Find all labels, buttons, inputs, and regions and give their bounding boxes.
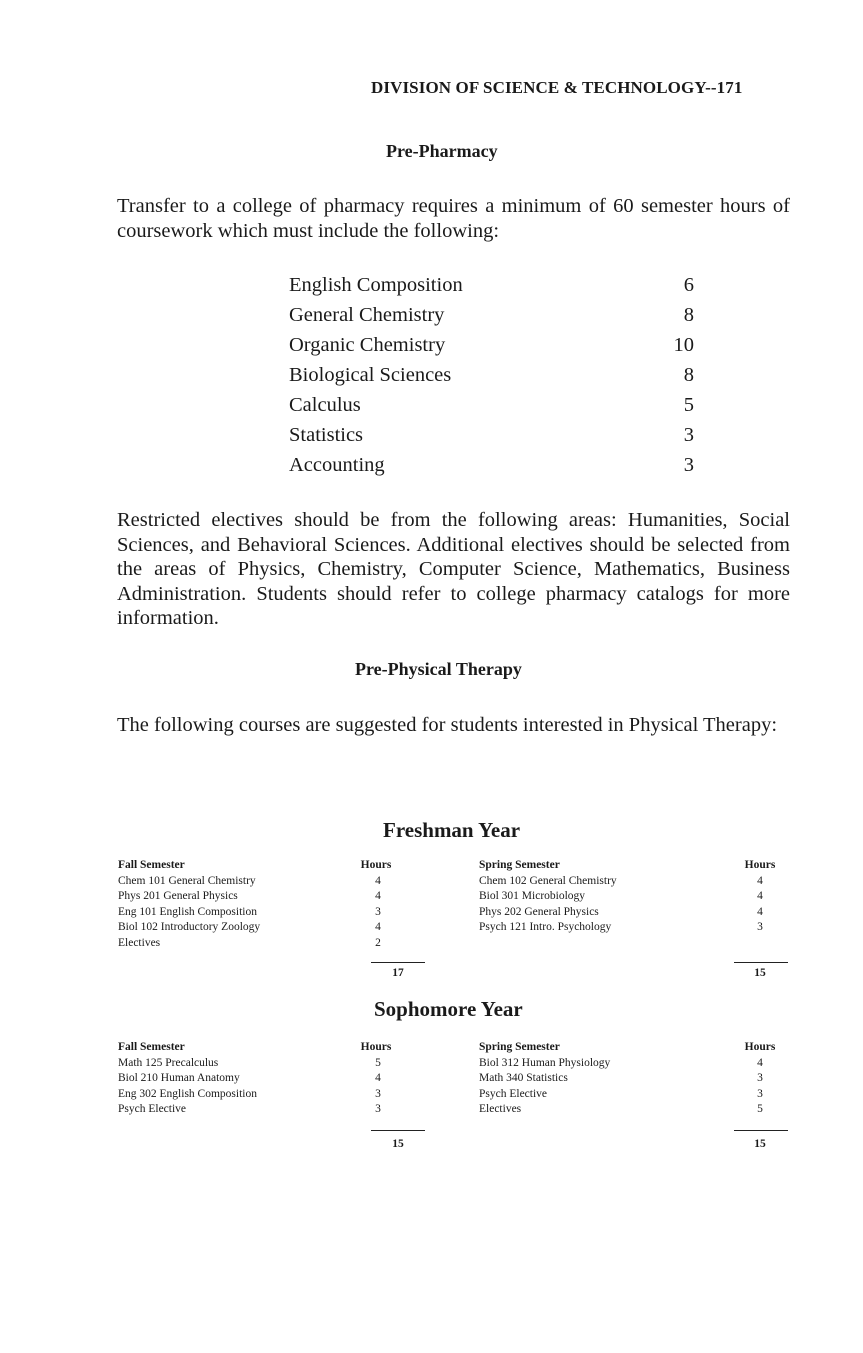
course-hours: 3 [375,905,381,918]
schedule-row [118,936,398,952]
course-hours: 4 [375,874,381,887]
schedule-header [118,858,398,874]
course-hours: 4 [757,890,763,902]
course-hours: 4 [757,874,763,887]
pharmacy-requirements-table [289,272,694,482]
physical-therapy-intro: The following courses are suggested for students interested in Physical Therapy: [117,714,778,736]
schedule-row [479,1102,780,1118]
requirement-hours: 3 [683,424,694,446]
course-hours: 3 [375,1087,381,1100]
requirement-course: Calculus [289,394,361,416]
freshman-spring-total-rule [734,962,788,963]
course-name: Biol 102 Introductory Zoology [118,921,261,933]
course-hours: 3 [757,1087,763,1100]
spring-semester-header: Spring Semester [479,1041,560,1053]
course-hours: 4 [375,1072,381,1084]
schedule-row [479,1087,780,1103]
requirement-row [289,362,694,392]
course-hours: 3 [757,1072,763,1084]
sophomore-fall-total-rule [371,1130,425,1131]
sophomore-spring-total: 15 [754,1138,766,1150]
sophomore-fall-schedule [118,1040,398,1118]
schedule-row [118,1102,398,1118]
course-name: Eng 101 English Composition [118,905,257,918]
running-head: DIVISION OF SCIENCE & TECHNOLOGY--171 [371,78,743,97]
sophomore-year-title: Sophomore Year [374,997,523,1021]
schedule-row [118,1071,398,1087]
course-name: Electives [118,936,161,949]
pharmacy-electives-note: Restricted electives should be from the following areas: Humanities, Social Sciences, and Behavioral Sciences. Additional electives should be selected from the areas of Physics, Chemistry, Computer Science, Mathematics, Business Administration. Students should refer to college pharmacy catalogs for more information. [117,509,790,629]
requirement-row [289,452,694,482]
course-name: Chem 101 General Chemistry [118,874,256,887]
course-name: Psych Elective [479,1087,548,1100]
sophomore-spring-total-rule [734,1130,788,1131]
course-name: Biol 210 Human Anatomy [118,1072,240,1084]
course-hours: 4 [375,921,381,933]
freshman-spring-schedule [479,858,780,936]
course-hours: 4 [375,890,381,902]
course-hours: 5 [757,1103,763,1115]
schedule-header [479,858,780,874]
course-hours: 3 [757,921,763,933]
requirement-hours: 8 [683,304,694,326]
course-hours: 5 [375,1056,381,1069]
requirement-course: Accounting [289,454,385,476]
requirement-row [289,302,694,332]
course-name: Chem 102 General Chemistry [479,874,617,887]
freshman-fall-total-rule [371,962,425,963]
schedule-row [479,905,780,921]
hours-header: Hours [360,1041,392,1053]
course-name: Biol 312 Human Physiology [479,1056,611,1069]
requirement-hours: 6 [683,274,694,296]
requirement-hours: 3 [683,454,694,476]
fall-semester-header: Fall Semester [118,1041,185,1053]
requirement-hours: 5 [683,394,694,416]
course-name: Math 340 Statistics [479,1072,568,1084]
schedule-row [118,1056,398,1072]
sophomore-fall-total: 15 [392,1138,404,1150]
sophomore-spring-schedule [479,1040,780,1118]
course-name: Psych Elective [118,1103,187,1115]
schedule-header [118,1040,398,1056]
hours-header: Hours [360,859,392,871]
course-hours: 4 [757,1056,763,1069]
pre-pharmacy-title: Pre-Pharmacy [386,141,498,161]
spring-semester-header: Spring Semester [479,859,560,871]
freshman-fall-schedule [118,858,398,951]
requirement-row [289,332,694,362]
course-name: Eng 302 English Composition [118,1087,257,1100]
requirement-course: General Chemistry [289,304,445,326]
schedule-row [479,920,780,936]
requirement-course: Biological Sciences [289,364,452,386]
schedule-row [479,889,780,905]
hours-header: Hours [744,859,776,871]
freshman-spring-total: 15 [754,967,766,979]
course-name: Biol 301 Microbiology [479,890,586,902]
schedule-row [118,889,398,905]
requirement-course: English Composition [289,274,463,296]
schedule-row [118,1087,398,1103]
course-name: Electives [479,1103,522,1115]
pre-pharmacy-intro: Transfer to a college of pharmacy requires a minimum of 60 semester hours of coursework which must include the following: [117,195,790,242]
freshman-fall-total: 17 [392,967,404,979]
hours-header: Hours [744,1041,776,1053]
schedule-header [479,1040,780,1056]
course-name: Phys 201 General Physics [118,890,238,902]
requirement-course: Statistics [289,424,364,446]
requirement-row [289,422,694,452]
schedule-row [118,874,398,890]
schedule-row [479,1071,780,1087]
freshman-year-title: Freshman Year [383,818,521,842]
schedule-row [479,1056,780,1072]
course-name: Psych 121 Intro. Psychology [479,921,612,933]
course-hours: 3 [375,1103,381,1115]
course-name: Phys 202 General Physics [479,905,599,918]
schedule-row [118,920,398,936]
requirement-hours: 10 [673,334,694,356]
requirement-row [289,272,694,302]
schedule-row [118,905,398,921]
requirement-row [289,392,694,422]
pre-physical-therapy-title: Pre-Physical Therapy [355,659,522,679]
schedule-row [479,874,780,890]
course-hours: 4 [757,905,763,918]
requirement-hours: 8 [683,364,694,386]
requirement-course: Organic Chemistry [289,334,446,356]
fall-semester-header: Fall Semester [118,859,185,871]
course-hours: 2 [375,936,381,949]
course-name: Math 125 Precalculus [118,1056,219,1069]
